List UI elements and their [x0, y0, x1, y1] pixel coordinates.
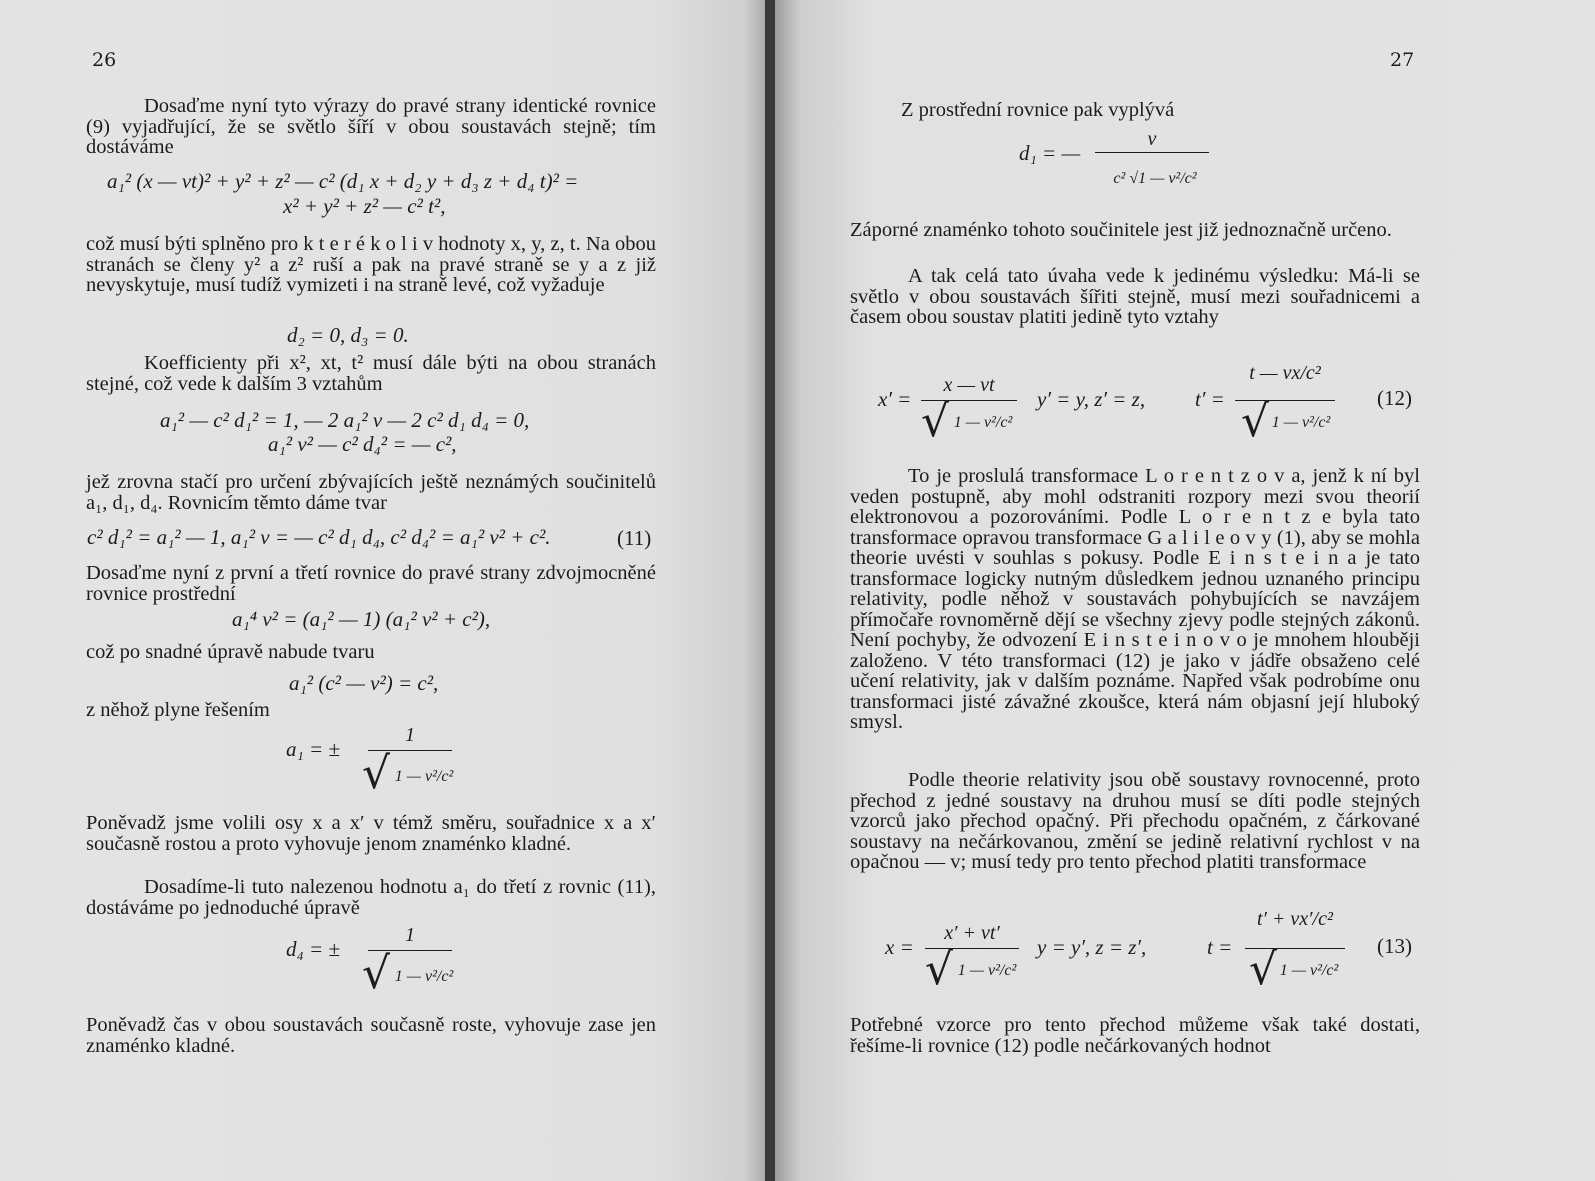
paragraph-text: jež zrovna stačí pro určení zbývajících ještě neznámých součinitelů a₁, d₁, d₄. Rovnicím těmto dáme tvar — [86, 471, 656, 514]
equation-number: (13) — [1377, 934, 1412, 958]
fraction-denominator: 1 — v²/c² — [1271, 414, 1331, 431]
paragraph — [86, 1015, 656, 1056]
paragraph — [850, 266, 1420, 328]
equation-lhs: x′ = — [878, 387, 912, 411]
paragraph — [86, 234, 656, 296]
equation: x² + y² + z² — c² t², — [283, 194, 446, 218]
paragraph — [86, 813, 656, 854]
paragraph — [901, 100, 1431, 121]
equation: a₁² — c² d₁² = 1, — 2 a₁² v — 2 c² d₁ d₄ = 0, — [160, 408, 530, 432]
fraction-denominator: 1 — v²/c² — [394, 768, 454, 785]
paragraph — [86, 700, 656, 721]
fraction-numerator: t′ + vx′/c² — [1257, 908, 1333, 930]
equation-lhs: a₁ = ± — [286, 737, 340, 761]
fraction-denominator: 1 — v²/c² — [953, 414, 1013, 431]
paragraph-text: A tak celá tato úvaha vede k jedinému výsledku: Má-li se světlo v obou soustavách šířiti stejně, musí mezi souřadnicemi a časem obou soustav platiti jedině tyto vztahy — [850, 265, 1420, 328]
sqrt-sign: √ — [1249, 944, 1278, 995]
fraction-numerator: v — [1147, 128, 1157, 150]
paragraph-text: Poněvadž jsme volili osy x a x′ v témž směru, souřadnice x a x′ současně rostou a proto vyhovuje jenom znaménko kladné. — [86, 812, 656, 855]
equation: a₁² (c² — v²) = c², — [289, 671, 439, 695]
paragraph — [850, 1015, 1420, 1056]
fraction-numerator: 1 — [405, 724, 415, 746]
paragraph — [86, 563, 656, 604]
sqrt-sign: √ — [362, 948, 391, 999]
equation-lhs: t′ = — [1195, 387, 1225, 411]
fraction-denominator: 1 — v²/c² — [394, 968, 454, 985]
sqrt-sign: √ — [362, 748, 391, 799]
paragraph-text: Podle theorie relativity jsou obě soustavy rovnocenné, proto přechod z jedné soustavy na druhou musí se díti podle stejných vzorců jako přechod opačný. Při přechodu opačném, z čárkované soustavy na nečárkovanou, změní se jedině relativní rychlost v na opačnou — v; musí tedy pro tento přechod platiti transformace — [850, 769, 1420, 873]
paragraph — [850, 770, 1420, 873]
equation-lhs: t = — [1207, 935, 1233, 959]
paragraph-text: což musí býti splněno pro k t e r é k o l i v hodnoty x, y, z, t. Na obou stranách se členy y² a z² ruší a pak na pravé straně se y a z již nevyskytuje, musí tudíž vymizeti i na straně levé, což vyžaduje — [86, 233, 656, 296]
fraction-numerator: x — vt — [943, 374, 995, 396]
paragraph-text: Koefficienty při x², xt, t² musí dále býti na obou stranách stejné, což vede k dalším 3 vztahům — [86, 352, 656, 395]
paragraph-text: Dosadíme-li tuto nalezenou hodnotu a₁ do třetí z rovnic (11), dostáváme po jednoduché úpravě — [86, 876, 656, 919]
fraction-numerator: x′ + vt′ — [944, 922, 1000, 944]
left-page — [0, 0, 768, 1181]
fraction-denominator: c² √1 — v²/c² — [1113, 170, 1197, 187]
paragraph-text: Potřebné vzorce pro tento přechod můžeme však také dostati, řešíme-li rovnice (12) podle nečárkovaných hodnot — [850, 1014, 1420, 1057]
sqrt-sign: √ — [921, 396, 950, 447]
paragraph-text: Záporné znaménko tohoto součinitele jest již jednoznačně určeno. — [850, 219, 1392, 241]
equation: a₁² v² — c² d₄² = — c², — [268, 432, 457, 456]
equation: a₁⁴ v² = (a₁² — 1) (a₁² v² + c²), — [232, 607, 491, 631]
equation-middle: y′ = y, z′ = z, — [1037, 387, 1146, 411]
paragraph-text: Poněvadž čas v obou soustavách současně roste, vyhovuje zase jen znaménko kladné. — [86, 1014, 656, 1057]
paragraph — [850, 220, 1420, 241]
right-page — [775, 0, 1595, 1181]
equation: c² d₁² = a₁² — 1, a₁² v = — c² d₁ d₄, c² d₄² = a₁² v² + c². — [87, 525, 551, 549]
fraction-numerator: 1 — [405, 924, 415, 946]
paragraph-text: Dosaďme nyní z první a třetí rovnice do pravé strany zdvojmocněné rovnice prostřední — [86, 562, 656, 605]
equation-lhs: x = — [885, 935, 914, 959]
equation: d₂ = 0, d₃ = 0. — [287, 323, 409, 347]
equation-lhs: d₁ = — — [1019, 141, 1081, 165]
paragraph-text: Z prostřední rovnice pak vyplývá — [901, 99, 1175, 121]
equation: a₁² (x — vt)² + y² + z² — c² (d₁ x + d₂ y + d₃ z + d₄ t)² = — [107, 169, 579, 193]
page-number: 27 — [1390, 49, 1415, 71]
fraction-bar — [1095, 152, 1209, 153]
page-number: 26 — [92, 49, 117, 71]
equation-lhs: d₄ = ± — [286, 937, 340, 961]
equation-number: (12) — [1377, 386, 1412, 410]
equation-number: (11) — [617, 526, 652, 550]
fraction-denominator: 1 — v²/c² — [957, 962, 1017, 979]
paragraph — [86, 642, 656, 663]
paragraph — [86, 472, 656, 513]
paragraph-text: Dosaďme nyní tyto výrazy do pravé strany identické rovnice (9) vyjadřující, že se světlo šíří v obou soustavách stejně; tím dostáváme — [86, 95, 656, 158]
sqrt-sign: √ — [925, 944, 954, 995]
paragraph-text: což po snadné úpravě nabude tvaru — [86, 641, 375, 663]
paragraph — [86, 96, 656, 158]
fraction-numerator: t — vx/c² — [1249, 362, 1321, 384]
paragraph — [86, 877, 656, 918]
paragraph-text: z něhož plyne řešením — [86, 699, 270, 721]
equation-middle: y = y′, z = z′, — [1037, 935, 1147, 959]
sqrt-sign: √ — [1241, 396, 1270, 447]
paragraph-text: To je proslulá transformace L o r e n t z o v a, jenž k ní byl veden postupně, aby mohl odstraniti rozpory mezi svou theorií elektronovou a pozorováními. Podle L o r e n t z e byla tato transformace opravou transformace G a l i l e o v y (1), aby se mohla theorie uvésti v souhlas s pokusy. Podle E i n s t e i n a je tato transformace logicky nutným důsledkem jednou uznaného principu relativity, podle něhož v soustavách pohybujících se navzájem přímočaře rovnoměrně dějí se všechny zjevy podle stejných zákonů. Není pochyby, že odvození E i n s t e i n o v o je mnohem hlouběji založeno. V této transformaci (12) je jako v jádře obsaženo celé učení relativity, jak v dalším poznáme. Napřed však podrobíme onu transformaci jisté závažné zkoušce, která nám objasní její hluboký smysl. — [850, 465, 1420, 733]
paragraph — [86, 353, 656, 394]
fraction-denominator: 1 — v²/c² — [1279, 962, 1339, 979]
paragraph — [850, 466, 1420, 733]
